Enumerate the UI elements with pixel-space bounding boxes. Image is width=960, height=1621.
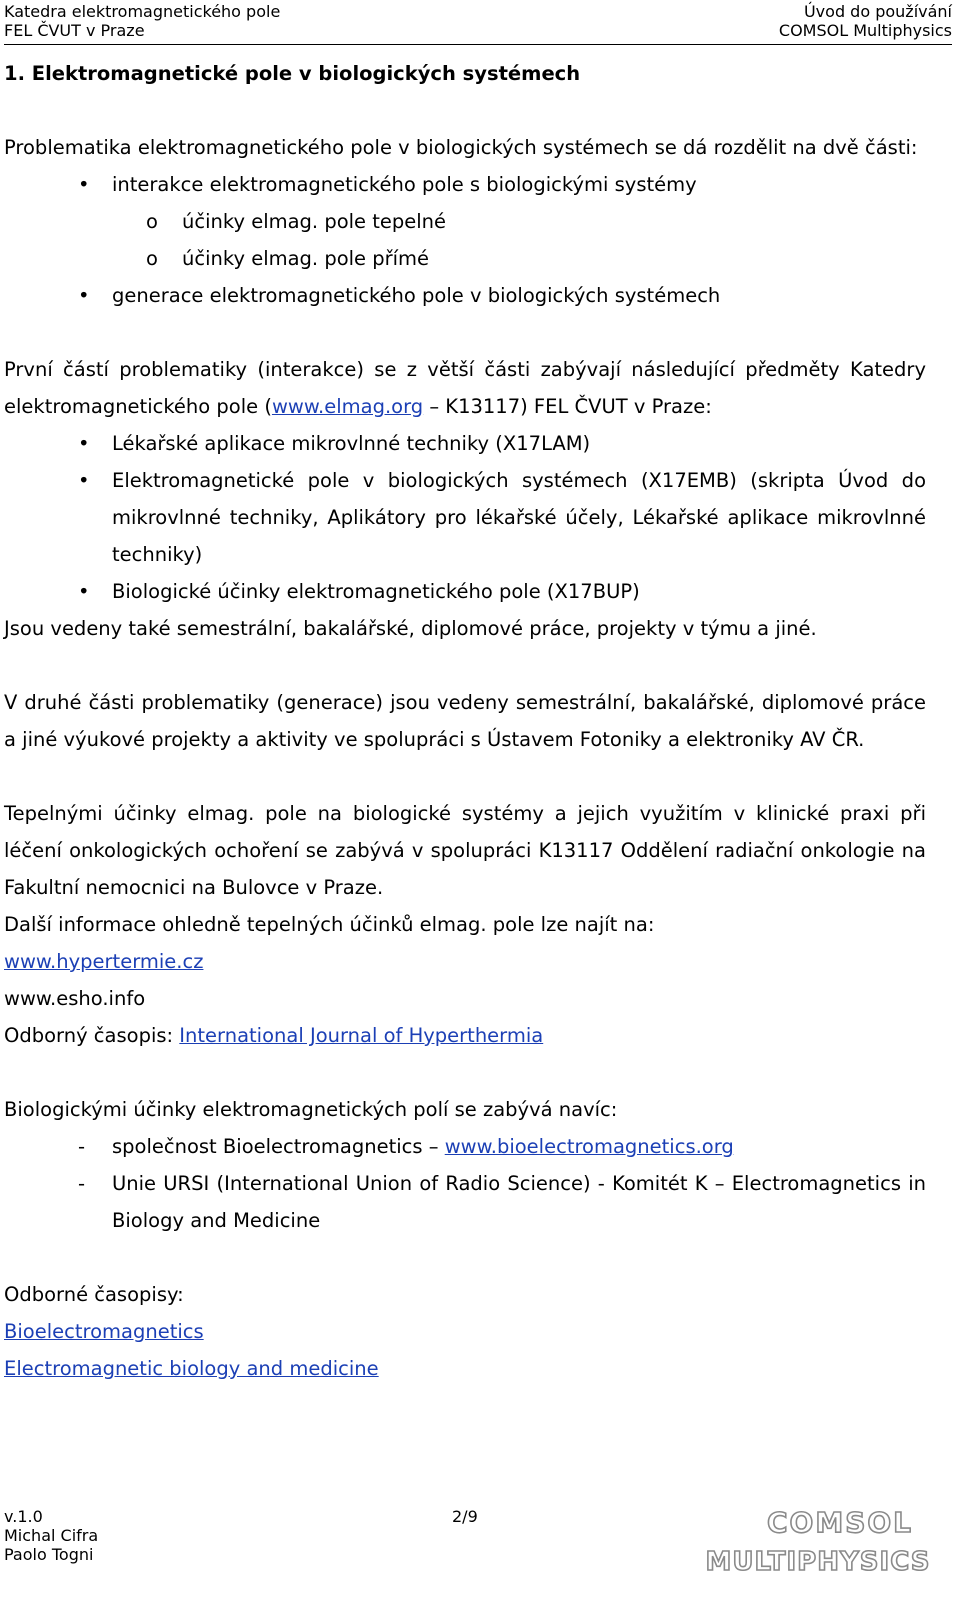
- document-body: [4, 55, 926, 1387]
- header-faculty: FEL ČVUT v Praze: [4, 21, 145, 40]
- section-heading: 1. Elektromagnetické pole v biologických systémech: [4, 62, 581, 85]
- more-info-paragraph: Další informace ohledně tepelných účinků elmag. pole lze najít na:: [4, 913, 655, 936]
- ursi-text: Unie URSI (International Union of Radio Science) - Komitét K – Electromagnetics in Biology and Medicine: [112, 1172, 926, 1232]
- thermal-effects-paragraph: Tepelnými účinky elmag. pole na biologické systémy a jejich využitím v klinické praxi při léčení onkologických ochoření se zabývá v spolupráci K13117 Oddělení radiační onkologie na Fakultní nemocnici na Bulovce v Praze.: [4, 802, 926, 899]
- journals-label: Odborné časopisy:: [4, 1283, 184, 1306]
- bioelectromagnetics-org-link[interactable]: www.bioelectromagnetics.org: [444, 1135, 734, 1158]
- intro-paragraph: Problematika elektromagnetického pole v biologických systémech se dá rozdělit na dvě části:: [4, 136, 918, 159]
- footer-author: Michal Cifra: [4, 1526, 99, 1545]
- bullet-icon: •: [78, 173, 90, 196]
- sub-list-item: [4, 203, 926, 240]
- list-item-text: interakce elektromagnetického pole s biologickými systémy: [112, 173, 697, 196]
- course-text: Elektromagnetické pole v biologických systémech (X17EMB) (skripta Úvod do mikrovlnné techniky, Aplikátory pro lékařské účely, Lékařské aplikace mikrovlnné techniky): [112, 469, 926, 566]
- bio-effects-paragraph: Biologickými účinky elektromagnetických polí se zabývá navíc:: [4, 1098, 618, 1121]
- logo-text-comsol: COMSOL: [766, 1506, 914, 1539]
- course-text: Biologické účinky elektromagnetického pole (X17BUP): [112, 580, 640, 603]
- generation-paragraph: V druhé části problematiky (generace) jsou vedeny semestrální, bakalářské, diplomové práce a jiné výukové projekty a aktivity ve spolupráci s Ústavem Fotoniky a elektroniky AV ČR.: [4, 691, 926, 751]
- bullet-icon: •: [78, 580, 90, 603]
- footer-left: [4, 1507, 98, 1564]
- hyperthermia-journal-link[interactable]: International Journal of Hyperthermia: [179, 1024, 544, 1047]
- list-item: [4, 166, 926, 203]
- dash-icon: -: [78, 1135, 86, 1158]
- footer-author: Paolo Togni: [4, 1545, 94, 1564]
- sub-bullet-icon: o: [146, 247, 158, 270]
- sub-list-item-text: účinky elmag. pole tepelné: [182, 210, 447, 233]
- bullet-icon: •: [78, 284, 90, 307]
- list-item-text: generace elektromagnetického pole v biologických systémech: [112, 284, 721, 307]
- course-item: [4, 573, 926, 610]
- header-department: Katedra elektromagnetického pole: [4, 2, 281, 21]
- list-item: [4, 277, 926, 314]
- dash-icon: -: [78, 1172, 86, 1195]
- bullet-icon: •: [78, 432, 90, 455]
- hypertermie-link[interactable]: www.hypertermie.cz: [4, 950, 204, 973]
- theses-paragraph: Jsou vedeny také semestrální, bakalářské, diplomové práce, projekty v týmu a jiné.: [4, 617, 817, 640]
- sub-bullet-icon: o: [146, 210, 158, 233]
- journal-line: Odborný časopis: International Journal of Hyperthermia: [4, 1024, 544, 1047]
- bioelectromagnetics-journal-link[interactable]: Bioelectromagnetics: [4, 1320, 204, 1343]
- elmag-link[interactable]: www.elmag.org: [271, 395, 424, 418]
- course-item: [4, 462, 926, 573]
- header-divider: [4, 44, 952, 45]
- dash-list-item: - společnost Bioelectromagnetics – www.bioelectromagnetics.org: [4, 1128, 926, 1165]
- sub-list-item: [4, 240, 926, 277]
- header-left: [4, 2, 280, 40]
- bullet-icon: •: [78, 469, 90, 492]
- comsol-logo-icon: [700, 1498, 940, 1588]
- dash-list-item: [4, 1165, 926, 1239]
- course-item: [4, 425, 926, 462]
- footer-version: v.1.0: [4, 1507, 43, 1526]
- header-right: [779, 2, 952, 40]
- esho-text: www.esho.info: [4, 987, 146, 1010]
- header-product: COMSOL Multiphysics: [778, 21, 952, 40]
- em-biology-medicine-link[interactable]: Electromagnetic biology and medicine: [4, 1357, 379, 1380]
- sub-list-item-text: účinky elmag. pole přímé: [182, 247, 430, 270]
- header-doc-title: Úvod do používání: [803, 2, 952, 21]
- course-text: Lékařské aplikace mikrovlnné techniky (X17LAM): [112, 432, 591, 455]
- courses-intro-paragraph: První částí problematiky (interakce) se z větší části zabývají následující předměty Katedry elektromagnetického pole (www.elmag.org – K13117) FEL ČVUT v Praze:: [4, 358, 926, 418]
- page-number: 2/9: [452, 1507, 478, 1526]
- logo-text-multiphysics: MULTIPHYSICS: [705, 1547, 931, 1577]
